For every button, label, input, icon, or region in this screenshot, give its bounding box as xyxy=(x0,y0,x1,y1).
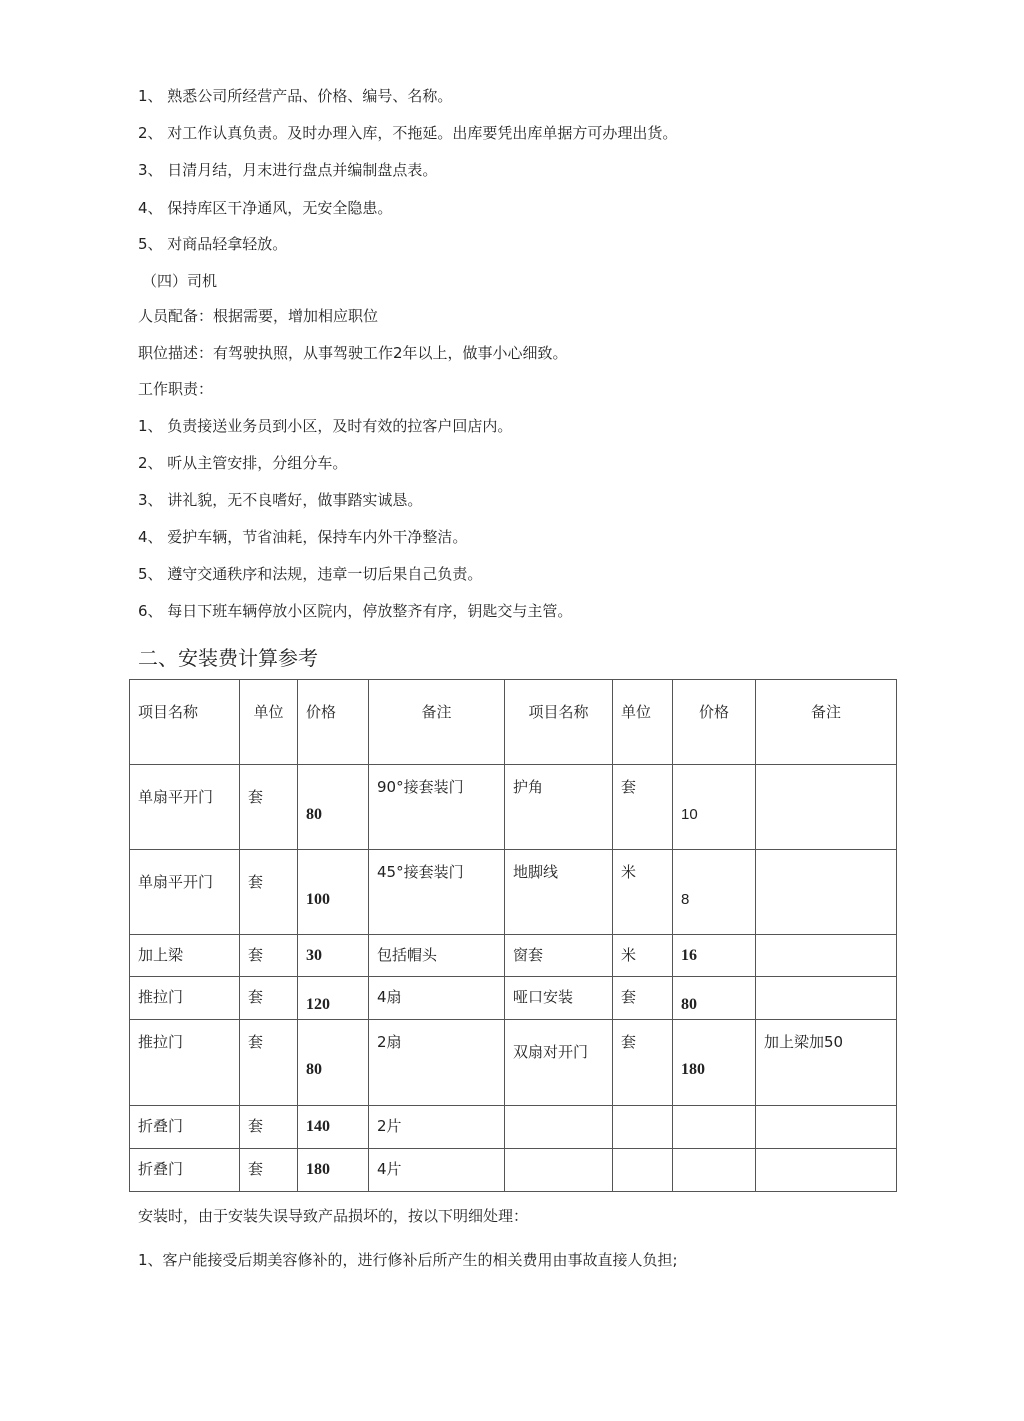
driver-duty-6: 6、 每日下班车辆停放小区院内，停放整齐有序，钥匙交与主管。 xyxy=(138,602,573,620)
header-cell: 备注 xyxy=(369,680,505,765)
table-cell xyxy=(369,977,505,1020)
header-cell: 价格 xyxy=(298,680,369,765)
table-cell xyxy=(756,850,897,935)
header-cell: 项目名称 xyxy=(505,680,613,765)
table-cell xyxy=(756,1106,897,1149)
table-cell: 护角 xyxy=(505,765,613,850)
price-value: 120 xyxy=(306,996,330,1013)
table-cell: 套 xyxy=(613,765,673,850)
driver-description: 职位描述：有驾驶执照，从事驾驶工作2年以上，做事小心细致。 xyxy=(138,344,568,362)
price-value: 8 xyxy=(681,891,690,908)
driver-duty-4: 4、 爱护车辆，节省油耗，保持车内外干净整洁。 xyxy=(138,528,468,546)
table-row xyxy=(130,977,897,1020)
table-cell xyxy=(505,1149,613,1192)
table-row xyxy=(130,850,897,935)
table-cell: 套 xyxy=(240,1020,298,1106)
table-cell: 推拉门 xyxy=(130,977,240,1020)
driver-duty-3: 3、 讲礼貌，无不良嗜好，做事踏实诚恳。 xyxy=(138,491,423,509)
table-cell: 90°接套装门 xyxy=(369,765,505,850)
table-cell: 套 xyxy=(613,977,673,1020)
table-cell: 加上梁 xyxy=(130,935,240,977)
table-cell: 套 xyxy=(240,850,298,935)
warehouse-duty-3: 3、 日清月结，月末进行盘点并编制盘点表。 xyxy=(138,161,438,179)
table-cell: 米 xyxy=(613,850,673,935)
price-value: 80 xyxy=(306,806,322,823)
price-value: 16 xyxy=(681,947,697,964)
price-value: 180 xyxy=(306,1161,330,1178)
table-cell: 哑口安装 xyxy=(505,977,613,1020)
table-cell xyxy=(756,935,897,977)
table-cell: 套 xyxy=(240,1149,298,1192)
driver-heading: （四）司机 xyxy=(142,272,218,290)
driver-duty-2: 2、 听从主管安排，分组分车。 xyxy=(138,454,348,472)
table-cell: 套 xyxy=(613,1020,673,1106)
table-cell: 折叠门 xyxy=(130,1106,240,1149)
table-cell xyxy=(505,1106,613,1149)
table-row xyxy=(130,1020,897,1106)
table-cell: 套 xyxy=(240,765,298,850)
table-cell: 包括帽头 xyxy=(369,935,505,977)
table-cell: 45°接套装门 xyxy=(369,850,505,935)
table-cell: 套 xyxy=(240,935,298,977)
price-value: 180 xyxy=(681,1061,705,1078)
table-row xyxy=(130,765,897,850)
warehouse-duty-2: 2、 对工作认真负责。及时办理入库，不拖延。出库要凭出库单据方可办理出货。 xyxy=(138,124,678,142)
price-value: 80 xyxy=(681,996,697,1013)
table-cell xyxy=(613,1106,673,1149)
table-cell xyxy=(298,977,369,1020)
table-cell xyxy=(756,765,897,850)
table-cell xyxy=(673,850,756,935)
remark-value: 4扇 xyxy=(377,988,402,1006)
table-cell: 推拉门 xyxy=(130,1020,240,1106)
table-cell xyxy=(673,765,756,850)
table-cell xyxy=(298,850,369,935)
table-header-row xyxy=(130,680,897,765)
header-cell: 价格 xyxy=(673,680,756,765)
table-cell: 加上梁加50 xyxy=(756,1020,897,1106)
table-cell: 窗套 xyxy=(505,935,613,977)
price-value: 30 xyxy=(306,947,322,964)
warehouse-duty-4: 4、 保持库区干净通风，无安全隐患。 xyxy=(138,199,393,217)
price-value: 10 xyxy=(681,806,698,823)
table-cell: 套 xyxy=(240,977,298,1020)
table-cell xyxy=(298,1149,369,1192)
table-cell xyxy=(673,935,756,977)
table-cell xyxy=(298,1020,369,1106)
table-cell: 地脚线 xyxy=(505,850,613,935)
table-cell xyxy=(673,1149,756,1192)
table-row xyxy=(130,1149,897,1192)
table-cell: 4片 xyxy=(369,1149,505,1192)
header-cell: 备注 xyxy=(756,680,897,765)
table-cell: 双扇对开门 xyxy=(505,1020,613,1106)
warehouse-duty-5: 5、 对商品轻拿轻放。 xyxy=(138,235,288,253)
table-cell xyxy=(673,1020,756,1106)
table-cell xyxy=(298,935,369,977)
after-item-1: 1、客户能接受后期美容修补的，进行修补后所产生的相关费用由事故直接人负担; xyxy=(138,1251,678,1269)
installation-fee-table xyxy=(129,679,897,1192)
table-row xyxy=(130,1106,897,1149)
table-cell: 单扇平开门 xyxy=(130,850,240,935)
table-cell xyxy=(298,1106,369,1149)
header-cell: 项目名称 xyxy=(130,680,240,765)
header-cell: 单位 xyxy=(613,680,673,765)
table-row xyxy=(130,935,897,977)
driver-duty-1: 1、 负责接送业务员到小区，及时有效的拉客户回店内。 xyxy=(138,417,513,435)
price-value: 140 xyxy=(306,1118,330,1135)
table-cell xyxy=(673,1106,756,1149)
table-cell: 单扇平开门 xyxy=(130,765,240,850)
driver-staffing: 人员配备：根据需要，增加相应职位 xyxy=(138,307,379,325)
table-cell: 米 xyxy=(613,935,673,977)
table-cell xyxy=(673,977,756,1020)
driver-duty-5: 5、 遵守交通秩序和法规，违章一切后果自己负责。 xyxy=(138,565,483,583)
driver-duties-label: 工作职责： xyxy=(138,380,214,398)
table-cell: 2片 xyxy=(369,1106,505,1149)
price-value: 100 xyxy=(306,891,330,908)
table-cell xyxy=(756,1149,897,1192)
header-cell: 单位 xyxy=(240,680,298,765)
after-note: 安装时，由于安装失误导致产品损坏的，按以下明细处理： xyxy=(138,1207,529,1225)
section-title: 二、安装费计算参考 xyxy=(138,646,318,670)
table-cell xyxy=(756,977,897,1020)
warehouse-duty-1: 1、 熟悉公司所经营产品、价格、编号、名称。 xyxy=(138,87,453,105)
table-cell xyxy=(613,1149,673,1192)
table-cell: 2扇 xyxy=(369,1020,505,1106)
table-cell: 套 xyxy=(240,1106,298,1149)
price-value: 80 xyxy=(306,1061,322,1078)
table-cell: 折叠门 xyxy=(130,1149,240,1192)
table-cell xyxy=(298,765,369,850)
